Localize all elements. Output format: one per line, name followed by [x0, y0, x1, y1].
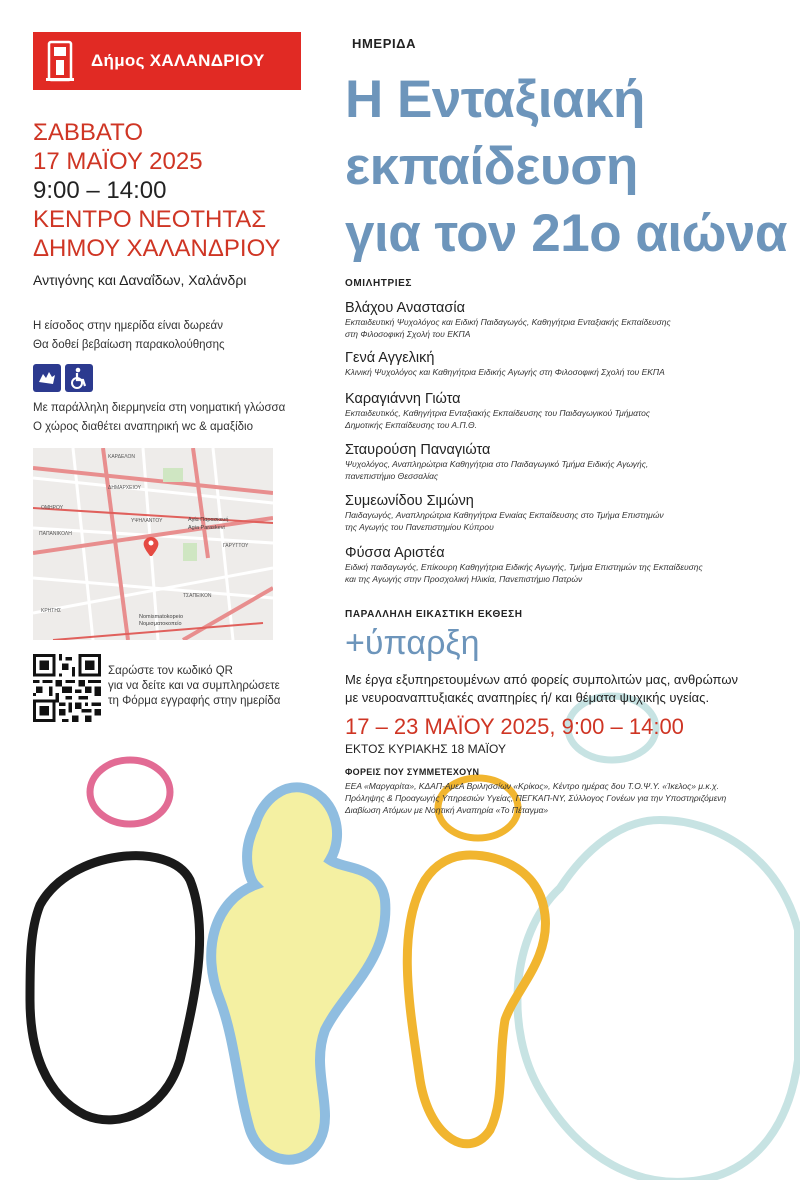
qr-line-2: για να δείτε και να συμπληρώσετε	[108, 680, 280, 692]
qr-line-3: τη Φόρμα εγγραφής στην ημερίδα	[108, 695, 281, 707]
speaker-desc: Κλινική Ψυχολόγος και Καθηγήτρια Ειδικής Αγωγής στη Φιλοσοφική Σχολή του ΕΚΠΑ	[345, 367, 665, 377]
exhibition-text-2: με νευροαναπτυξιακές αναπηρίες ή/ και θέματα ψυχικής υγείας.	[345, 690, 710, 705]
map-label: Nomismatokopeio	[139, 614, 184, 620]
speaker-desc: Εκπαιδευτικός, Καθηγήτρια Ενταξιακής Εκπαίδευσης του Παιδαγωγικού Τμήματος	[345, 408, 650, 418]
speaker-name: Συμεωνίδου Σιμώνη	[345, 493, 474, 509]
title-line-3: για τον 21ο αιώνα	[345, 204, 787, 263]
title-line-1: Η Ενταξιακή	[345, 70, 645, 129]
wheelchair-icon	[65, 364, 93, 392]
event-title	[345, 66, 787, 267]
speaker-item	[345, 350, 765, 391]
exhibition-closed-note: ΕΚΤΟΣ ΚΥΡΙΑΚΗΣ 18 ΜΑΪΟΥ	[345, 742, 506, 756]
teal-figure-body	[517, 820, 798, 1180]
pink-figure-head	[90, 760, 170, 824]
participants-line-3: Διαβίωση Ατόμων με Νοητική Αναπηρία «Το Πέταγμα»	[345, 805, 549, 815]
event-type: ΗΜΕΡΙΔΑ	[352, 36, 417, 51]
map-label: ΚΡΗΤΗΣ	[41, 608, 62, 614]
qr-code[interactable]	[33, 654, 101, 722]
speaker-item	[345, 391, 765, 442]
speaker-desc: πανεπιστήμιο Θεσσαλίας	[345, 471, 439, 481]
exhibition-dates: 17 – 23 ΜΑΪΟΥ 2025, 9:00 – 14:00	[345, 714, 684, 739]
participants-line-2: Πρόληψης & Προαγωγής Υπηρεσιών Υγείας, ΠΕΓΚΑΠ-ΝΥ, Σύλλογος Γονέων για την Υποστηριζόμενη	[345, 793, 727, 803]
speaker-desc: Παιδαγωγός, Αναπληρώτρια Καθηγήτρια Ενιαίας Εκπαίδευσης στο Τμήμα Επιστημών	[345, 510, 664, 520]
qr-line-1: Σαρώστε τον κωδικό QR	[108, 665, 233, 677]
event-date: 17 ΜΑΪΟΥ 2025	[33, 148, 203, 175]
sign-language-icon	[33, 364, 61, 392]
exhibition-kicker: ΠΑΡΑΛΛΗΛΗ ΕΙΚΑΣΤΙΚΗ ΕΚΘΕΣΗ	[345, 609, 523, 620]
certificate-note: Θα δοθεί βεβαίωση παρακολούθησης	[33, 339, 225, 351]
speaker-desc: Εκπαιδευτική Ψυχολόγος και Ειδική Παιδαγωγός, Καθηγήτρια Ενταξιακής Εκπαίδευσης	[345, 317, 671, 327]
emblem-icon	[43, 38, 77, 84]
municipality-logo	[33, 32, 301, 90]
map-label: Αγία Παρασκευή	[188, 517, 229, 523]
sign-language-note: Με παράλληλη διερμηνεία στη νοηματική γλώσσα	[33, 402, 286, 414]
yellow-figure-body	[407, 855, 545, 1144]
map-label: Νομισματοκοπείο	[139, 621, 182, 627]
event-address: Αντιγόνης και Δαναΐδων, Χαλάνδρι	[33, 272, 247, 288]
speaker-desc: στη Φιλοσοφική Σχολή του ΕΚΠΑ	[345, 329, 471, 339]
speaker-desc: της Αγωγής του Πανεπιστημίου Κύπρου	[345, 522, 494, 532]
free-entry-note: Η είσοδος στην ημερίδα είναι δωρεάν	[33, 320, 223, 332]
speaker-name: Καραγιάννη Γιώτα	[345, 391, 461, 407]
exhibition-text-1: Με έργα εξυπηρετουμένων από φορείς συμπολιτών μας, ανθρώπων	[345, 672, 738, 687]
speaker-item	[345, 493, 765, 545]
map-label: ΚΑΡΔΕΛΟΝ	[108, 454, 136, 460]
participants-list	[345, 780, 745, 816]
participants-title: ΦΟΡΕΙΣ ΠΟΥ ΣΥΜΜΕΤΕΧΟΥΝ	[345, 767, 480, 777]
event-time: 9:00 – 14:00	[33, 177, 167, 204]
location-map	[33, 448, 273, 640]
speaker-desc: Ειδική παιδαγωγός, Επίκουρη Καθηγήτρια Ειδικής Αγωγής, Τμήμα Επιστημών της Εκπαίδευσης	[345, 562, 703, 572]
speaker-name: Φύσσα Αριστέα	[345, 545, 445, 561]
blue-figure-body	[211, 787, 385, 1159]
speaker-desc: και της Αγωγής στην Προσχολική Ηλικία, Πανεπιστήμιο Πατρών	[345, 574, 583, 584]
map-label: Agia Paraskevi	[188, 525, 225, 531]
speaker-name: Βλάχου Αναστασία	[345, 300, 465, 316]
speaker-desc: Ψυχολόγος, Αναπληρώτρια Καθηγήτρια στο Παιδαγωγικό Τμήμα Ειδικής Αγωγής,	[345, 459, 649, 469]
speakers-title: ΟΜΙΛΗΤΡΙΕΣ	[345, 278, 413, 289]
event-details	[33, 118, 281, 263]
map-label: ΟΜΗΡΟΥ	[41, 505, 64, 511]
venue-line-1: ΚΕΝΤΡΟ ΝΕΟΤΗΤΑΣ	[33, 206, 267, 233]
speaker-item	[345, 545, 765, 595]
map-label: ΠΑΠΑΝΙΚΟΛΗ	[39, 531, 72, 537]
map-label: ΔΗΜΑΡΧΕΙΟΥ	[108, 485, 141, 491]
map-label: ΥΨΗΛΑΝΤΟΥ	[131, 518, 163, 524]
exhibition-description	[345, 671, 738, 707]
map-label: ΤΣΑΠΕΙΚΟΝ	[183, 593, 212, 599]
speaker-name: Γενά Αγγελική	[345, 350, 435, 366]
speaker-item	[345, 300, 765, 350]
accessibility-note: Ο χώρος διαθέτει αναπηρική wc & αμαξίδιο	[33, 421, 253, 433]
speaker-name: Σταυρούση Παναγιώτα	[345, 442, 491, 458]
map-label: ΓΑΡΥΤΤΟΥ	[223, 543, 249, 549]
speaker-desc: Δημοτικής Εκπαίδευσης του Α.Π.Θ.	[345, 420, 477, 430]
speaker-list	[345, 300, 765, 595]
speaker-item	[345, 442, 765, 493]
qr-instructions	[108, 664, 280, 709]
event-day: ΣΑΒΒΑΤΟ	[33, 119, 143, 146]
venue-line-2: ΔΗΜΟΥ ΧΑΛΑΝΔΡΙΟΥ	[33, 235, 281, 262]
logo-text: Δήμος ΧΑΛΑΝΔΡΙΟΥ	[91, 51, 265, 70]
participants-line-1: ΕΕΑ «Μαργαρίτα», ΚΔΑΠ-ΑμεΑ Βριλησσίων «Κρίκος», Κέντρο ημέρας δου Τ.Ο.Ψ.Υ. «Ίκελος» μ.κ.χ.	[345, 781, 719, 791]
black-figure-body	[30, 856, 200, 1120]
title-line-2: εκπαίδευση	[345, 137, 638, 196]
exhibition-title: +ύπαρξη	[345, 624, 480, 662]
